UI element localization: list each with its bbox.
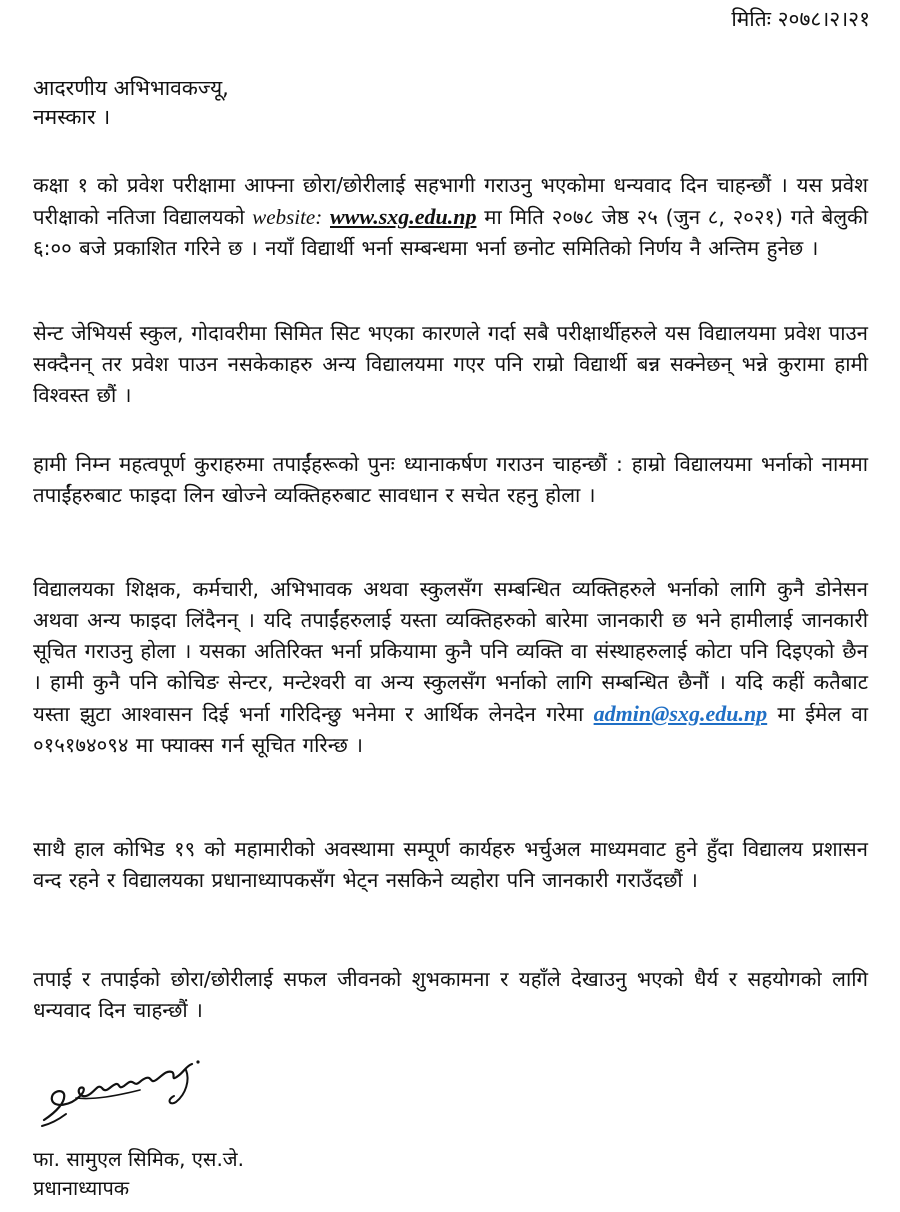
paragraph-text: मा मिति २०७८ जेष्ठ २५ (जुन ८, २०२१) गते बेलुकी ६:०० बजे प्रकाशित गरिने छ । नयाँ विद्यार्थी भर्ना सम्बन्धमा भर्ना छनोट समितिको निर्णय नै अन्तिम हुनेछ । [33, 205, 868, 260]
paragraph-limited-seats: सेन्ट जेभियर्स स्कुल, गोदावरीमा सिमित सिट भएका कारणले गर्दा सबै परीक्षार्थीहरुले यस विद्यालयमा प्रवेश पाउन सक्दैनन् तर प्रवेश पाउन नसकेकाहरु अन्य विद्यालयमा गएर पनि राम्रो विद्यार्थी बन्न सक्नेछन् भन्ने कुरामा हामी विश्वस्त छौं । [33, 321, 868, 407]
website-link[interactable]: www.sxg.edu.np [330, 204, 477, 229]
letter-date: मितिः २०७८।२।२१ [731, 7, 870, 31]
closing-block [33, 1145, 244, 1203]
email-link[interactable]: admin@sxg.edu.np [593, 701, 768, 726]
paragraph-covid-notice: साथै हाल कोभिड १९ को महामारीको अवस्थामा सम्पूर्ण कार्यहरु भर्चुअल माध्यमवाट हुने हुँदा विद्यालय प्रशासन वन्द रहने र विद्यालयका प्रधानाध्यापकसँग भेट्न नसकिने व्यहोरा पनि जानकारी गराउँदछौं । [33, 837, 868, 892]
signature-image [36, 1050, 226, 1130]
signatory-name: फा. सामुएल सिमिक, एस.जे. [33, 1147, 245, 1171]
paragraph-caution: हामी निम्न महत्वपूर्ण कुराहरुमा तपाईंहरूको पुनः ध्यानाकर्षण गराउन चाहन्छौं : हाम्रो विद्यालयमा भर्नाको नाममा तपाईंहरुबाट फाइदा लिन खोज्ने व्यक्तिहरुबाट सावधान र सचेत रहनु होला । [33, 452, 868, 507]
paragraph-thanks: तपाई र तपाईको छोरा/छोरीलाई सफल जीवनको शुभकामना र यहाँले देखाउनु भएको धैर्य र सहयोगको लागि धन्यवाद दिन चाहन्छौं । [33, 967, 868, 1022]
namaskar: नमस्कार । [33, 105, 111, 129]
paragraph-text: मा ईमेल वा ०१५१७४०९४ मा फ्याक्स गर्न सूचित गरिन्छ । [33, 702, 868, 757]
paragraph-result-notice [33, 170, 868, 264]
greeting: आदरणीय अभिभावकज्यू, [33, 76, 229, 100]
paragraph-no-donation [33, 574, 868, 761]
paragraph-text: कक्षा १ को प्रवेश परीक्षामा आफ्ना छोरा/छोरीलाई सहभागी गराउनु भएकोमा धन्यवाद दिन चाहन्छौं । यस प्रवेश परीक्षाको नतिजा विद्यालयको [33, 173, 868, 229]
signatory-title: प्रधानाध्यापक [33, 1176, 130, 1200]
paragraph-text: विद्यालयका शिक्षक, कर्मचारी, अभिभावक अथवा स्कुलसँग सम्बन्धित व्यक्तिहरुले भर्नाको लागि कुनै डोनेसन अथवा अन्य फाइदा लिंदैनन् । यदि तपाईंहरुलाई यस्ता व्यक्तिहरुको बारेमा जानकारी छ भने हामीलाई जानकारी सूचित गराउनु होला । यसका अतिरिक्त भर्ना प्रकियामा कुनै पनि व्यक्ति वा संस्थाहरुलाई कोटा पनि दिइएको छैन । हामी कुनै पनि कोचिङ सेन्टर, मन्टेश्वरी वा अन्य स्कुलसँग भर्नाको लागि सम्बन्धित छैनौं । यदि कहीं कतैबाट यस्ता झुटा आश्वासन दिई भर्ना गरिदिन्छु भनेमा र आर्थिक लेनदेन गरेमा [33, 577, 868, 726]
salutation [33, 74, 229, 132]
website-label: website: [252, 205, 323, 229]
